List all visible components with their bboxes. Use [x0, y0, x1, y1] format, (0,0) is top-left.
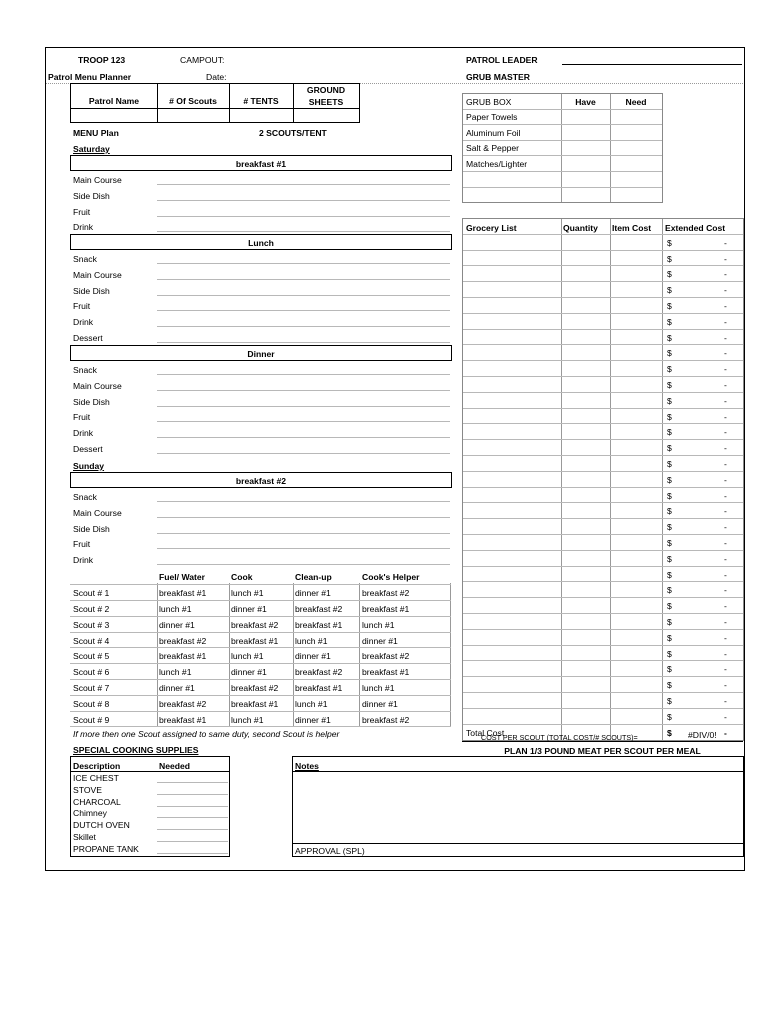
grocery-item-cell[interactable] [463, 519, 560, 533]
saturday-label: Saturday [73, 144, 110, 154]
grub-box-item: Matches/Lighter [466, 158, 528, 169]
grocery-currency: $ [667, 696, 672, 706]
grocery-item-cell[interactable] [463, 345, 560, 359]
grocery-item-cell[interactable] [463, 424, 560, 438]
grocery-extended-value: - [724, 348, 727, 359]
roster-duty-cell: lunch #1 [231, 651, 264, 662]
supply-item: STOVE [73, 784, 102, 795]
roster-duty-cell: breakfast #1 [159, 588, 207, 598]
roster-col-header: Cook [231, 572, 253, 582]
menu-item-label: Fruit [73, 206, 91, 217]
patrol-leader-line[interactable] [562, 64, 742, 65]
grocery-currency: $ [667, 395, 672, 406]
roster-scout-label: Scout # 7 [73, 683, 110, 694]
roster-duty-cell: breakfast #1 [231, 698, 279, 709]
roster-duty-cell: lunch #1 [159, 667, 192, 678]
grocery-currency: $ [667, 427, 672, 438]
grocery-item-cell[interactable] [463, 409, 560, 423]
grocery-extended-value: - [724, 459, 727, 469]
supply-item: PROPANE TANK [73, 843, 139, 854]
menu-item-entry[interactable] [157, 548, 450, 549]
grocery-extended-value: - [724, 332, 727, 343]
total-currency: $ [667, 727, 672, 738]
menu-item-label: Side Dish [73, 523, 110, 534]
grocery-extended-value: - [724, 632, 727, 643]
menu-item-entry[interactable] [157, 184, 450, 185]
menu-item-entry[interactable] [157, 231, 450, 232]
grocery-currency: $ [667, 443, 672, 454]
grocery-extended-value: - [724, 696, 727, 706]
grocery-extended-value: - [724, 522, 727, 533]
grocery-currency: $ [667, 348, 672, 359]
roster-scout-label: Scout # 2 [73, 603, 110, 614]
roster-duty-cell: breakfast #2 [159, 698, 207, 709]
menu-item-entry[interactable] [157, 263, 450, 264]
grub-box-item: Salt & Pepper [466, 143, 520, 154]
roster-duty-cell: breakfast #1 [295, 619, 343, 630]
supply-item: DUTCH OVEN [73, 820, 130, 831]
grocery-header-extended-cost: Extended Cost [665, 223, 726, 233]
roster-duty-cell: dinner #1 [159, 619, 195, 630]
grocery-extended-value: - [724, 427, 727, 438]
roster-duty-cell: breakfast #2 [159, 635, 207, 646]
grocery-item-cell[interactable] [463, 567, 560, 581]
supplies-title: SPECIAL COOKING SUPPLIES [73, 745, 199, 755]
supply-item: CHARCOAL [73, 796, 121, 807]
grocery-item-cell[interactable] [463, 661, 560, 675]
grocery-currency: $ [667, 538, 672, 548]
roster-scout-label: Scout # 5 [73, 651, 110, 662]
supply-item: ICE CHEST [73, 773, 119, 783]
grocery-item-cell[interactable] [463, 314, 560, 328]
supply-needed-entry[interactable] [157, 782, 228, 783]
grocery-currency: $ [667, 648, 672, 659]
grocery-item-cell[interactable] [463, 393, 560, 407]
menu-item-label: Drink [73, 222, 94, 233]
grocery-extended-value: - [724, 711, 727, 722]
grocery-extended-value: - [724, 364, 727, 375]
roster-scout-label: Scout # 8 [73, 698, 110, 709]
notes-label: Notes [295, 761, 319, 771]
patrol-name-cell[interactable] [72, 110, 156, 121]
grub-master-label: GRUB MASTER [466, 72, 530, 82]
grocery-extended-value: - [724, 648, 727, 659]
menu-item-entry[interactable] [157, 390, 450, 391]
grocery-header-item-cost: Item Cost [612, 223, 652, 233]
roster-duty-cell: lunch #1 [295, 698, 328, 709]
grocery-currency: $ [667, 332, 672, 343]
menu-item-label: Snack [73, 492, 97, 502]
grub-box-item: Aluminum Foil [466, 127, 521, 138]
menu-item-entry[interactable] [157, 216, 450, 217]
supply-item: Skillet [73, 832, 96, 842]
grocery-extended-value: - [724, 664, 727, 675]
meat-note: PLAN 1/3 POUND MEAT PER SCOUT PER MEAL [504, 746, 701, 756]
grocery-item-cell[interactable] [463, 235, 560, 249]
grocery-extended-value: - [724, 316, 727, 327]
roster-scout-label: Scout # 9 [73, 714, 110, 725]
grocery-currency: $ [667, 285, 672, 296]
roster-duty-cell: breakfast #1 [295, 683, 343, 694]
menu-item-label: Side Dish [73, 285, 110, 296]
grocery-extended-value: - [724, 474, 727, 485]
roster-duty-cell: lunch #1 [362, 619, 395, 630]
grub-have-header: Have [575, 97, 596, 107]
roster-duty-cell: dinner #1 [362, 698, 398, 709]
grocery-item-cell[interactable] [463, 693, 560, 707]
roster-duty-cell: lunch #1 [231, 714, 264, 725]
roster-duty-cell: dinner #1 [295, 714, 331, 725]
grocery-currency: $ [667, 490, 672, 501]
roster-duty-cell: dinner #1 [231, 603, 267, 614]
roster-duty-cell: breakfast #1 [159, 651, 207, 662]
meal-title: Dinner [247, 349, 275, 359]
grocery-item-cell[interactable] [463, 377, 560, 391]
helper-note: If more then one Scout assigned to same duty, second Scout is helper [73, 729, 340, 739]
total-cost-value: - [724, 727, 727, 738]
grocery-extended-value: - [724, 253, 727, 264]
grocery-currency: $ [667, 253, 672, 264]
grocery-item-cell[interactable] [463, 472, 560, 486]
scouts-per-tent: 2 SCOUTS/TENT [259, 128, 327, 138]
grocery-extended-value: - [724, 301, 727, 311]
menu-item-entry[interactable] [157, 200, 450, 201]
supply-needed-entry[interactable] [157, 817, 228, 818]
roster-duty-cell: breakfast #1 [231, 635, 279, 646]
menu-item-label: Side Dish [73, 190, 110, 201]
supply-needed-entry[interactable] [157, 794, 228, 795]
grocery-currency: $ [667, 474, 672, 485]
roster-duty-cell: dinner #1 [159, 683, 195, 694]
grocery-item-cell[interactable] [463, 630, 560, 644]
roster-duty-cell: breakfast #2 [295, 603, 343, 614]
grocery-currency: $ [667, 711, 672, 722]
roster-duty-cell: dinner #1 [362, 635, 398, 646]
grocery-currency: $ [667, 664, 672, 675]
supply-needed-entry[interactable] [157, 806, 228, 807]
num-scouts-header: # Of Scouts [169, 96, 217, 106]
grocery-item-cell[interactable] [463, 582, 560, 596]
approval-field[interactable] [370, 845, 742, 855]
roster-duty-cell: breakfast #2 [362, 651, 410, 662]
menu-item-entry[interactable] [157, 406, 450, 407]
supplies-needed-header: Needed [159, 761, 191, 771]
menu-item-entry[interactable] [157, 279, 450, 280]
roster-duty-cell: lunch #1 [362, 683, 395, 694]
grocery-item-cell[interactable] [463, 535, 560, 549]
grocery-currency: $ [667, 617, 672, 627]
roster-duty-cell: breakfast #2 [231, 683, 279, 694]
grocery-item-cell[interactable] [463, 282, 560, 296]
roster-duty-cell: breakfast #2 [362, 588, 410, 598]
menu-item-label: Snack [73, 254, 97, 264]
grocery-currency: $ [667, 680, 672, 691]
patrol-leader-label: PATROL LEADER [466, 55, 538, 65]
grocery-currency: $ [667, 316, 672, 327]
grub-box-item: Paper Towels [466, 112, 518, 122]
grocery-item-cell[interactable] [463, 503, 560, 517]
total-cost-label: Total Cost [466, 727, 505, 738]
supplies-desc-header: Description [73, 761, 121, 771]
date-label: Date: [206, 72, 227, 82]
grocery-item-cell[interactable] [463, 251, 560, 265]
grocery-extended-value: - [724, 617, 727, 627]
menu-item-entry[interactable] [157, 517, 450, 518]
grocery-extended-value: - [724, 585, 727, 596]
grocery-extended-value: - [724, 269, 727, 280]
ground-sheets-header: GROUND SHEETS [306, 85, 346, 107]
grocery-item-cell[interactable] [463, 456, 560, 470]
grocery-extended-value: - [724, 680, 727, 691]
menu-item-entry[interactable] [157, 342, 450, 343]
roster-duty-cell: breakfast #2 [295, 667, 343, 678]
grocery-header-quantity: Quantity [563, 223, 598, 233]
patrol-name-header: Patrol Name [88, 96, 140, 106]
grocery-currency: $ [667, 632, 672, 643]
menu-item-entry[interactable] [157, 453, 450, 454]
grocery-extended-value: - [724, 285, 727, 296]
grocery-currency: $ [667, 522, 672, 533]
grocery-item-cell[interactable] [463, 646, 560, 660]
roster-duty-cell: lunch #1 [159, 603, 192, 614]
roster-duty-cell: breakfast #2 [362, 714, 410, 725]
grocery-item-cell[interactable] [463, 709, 560, 723]
meal-title: breakfast #2 [235, 476, 287, 486]
menu-item-entry[interactable] [157, 421, 450, 422]
num-tents-cell[interactable] [230, 110, 292, 121]
grocery-item-cell[interactable] [463, 440, 560, 454]
grocery-extended-value: - [724, 553, 727, 564]
grocery-item-cell[interactable] [463, 298, 560, 312]
roster-duty-cell: dinner #1 [295, 588, 331, 598]
grocery-item-cell[interactable] [463, 330, 560, 344]
roster-duty-cell: breakfast #1 [159, 714, 207, 725]
grocery-extended-value: - [724, 395, 727, 406]
roster-duty-cell: lunch #1 [231, 588, 264, 598]
menu-item-label: Main Course [73, 380, 122, 391]
menu-item-entry[interactable] [157, 437, 450, 438]
roster-col-header: Fuel/ Water [159, 572, 205, 582]
grocery-currency: $ [667, 459, 672, 469]
roster-duty-cell: lunch #1 [295, 635, 328, 646]
supply-needed-entry[interactable] [157, 853, 228, 854]
grocery-item-cell[interactable] [463, 266, 560, 280]
grocery-extended-value: - [724, 237, 727, 248]
roster-col-header: Clean-up [295, 572, 332, 582]
meal-title: Lunch [248, 238, 274, 248]
grocery-currency: $ [667, 364, 672, 375]
grub-box-header: GRUB BOX [466, 97, 512, 107]
menu-item-label: Drink [73, 555, 94, 566]
grocery-item-cell[interactable] [463, 361, 560, 375]
supply-needed-entry[interactable] [157, 841, 228, 842]
grocery-item-cell[interactable] [463, 614, 560, 628]
meal-title: breakfast #1 [235, 159, 287, 169]
grocery-item-cell[interactable] [463, 677, 560, 691]
roster-duty-cell: breakfast #1 [362, 667, 410, 678]
grocery-currency: $ [667, 411, 672, 422]
supply-needed-entry[interactable] [157, 829, 228, 830]
grocery-currency: $ [667, 237, 672, 248]
roster-scout-label: Scout # 1 [73, 588, 110, 598]
approval-label: APPROVAL (SPL) [295, 846, 365, 856]
menu-plan-label: MENU Plan [73, 128, 119, 138]
menu-item-entry[interactable] [157, 326, 450, 327]
menu-item-label: Fruit [73, 412, 91, 423]
num-scouts-cell[interactable] [158, 110, 228, 121]
roster-duty-cell: dinner #1 [295, 651, 331, 662]
grocery-extended-value: - [724, 490, 727, 501]
menu-item-label: Main Course [73, 507, 122, 518]
menu-item-label: Fruit [73, 301, 91, 312]
planner-title: Patrol Menu Planner [48, 72, 132, 82]
menu-item-label: Drink [73, 317, 94, 328]
grocery-currency: $ [667, 380, 672, 390]
menu-item-label: Drink [73, 428, 94, 439]
grocery-currency: $ [667, 553, 672, 564]
grocery-item-cell[interactable] [463, 551, 560, 565]
grocery-item-cell[interactable] [463, 488, 560, 502]
grocery-item-cell[interactable] [463, 598, 560, 612]
roster-col-header: Cook's Helper [362, 572, 420, 582]
cost-per-scout-value: #DIV/0! [688, 730, 717, 740]
menu-item-entry[interactable] [157, 533, 450, 534]
grocery-currency: $ [667, 506, 672, 517]
grocery-extended-value: - [724, 380, 727, 390]
menu-item-entry[interactable] [157, 310, 450, 311]
grocery-extended-value: - [724, 443, 727, 454]
grocery-extended-value: - [724, 538, 727, 548]
roster-scout-label: Scout # 6 [73, 667, 110, 678]
campout-label: CAMPOUT: [180, 55, 225, 65]
ground-sheets-cell[interactable] [294, 110, 357, 121]
menu-item-entry[interactable] [157, 374, 450, 375]
roster-duty-cell: breakfast #1 [362, 603, 410, 614]
menu-item-entry[interactable] [157, 501, 450, 502]
grocery-currency: $ [667, 269, 672, 280]
notes-area[interactable] [294, 773, 742, 842]
menu-item-label: Side Dish [73, 396, 110, 407]
menu-item-label: Dessert [73, 444, 103, 454]
menu-item-label: Snack [73, 365, 97, 375]
grocery-extended-value: - [724, 601, 727, 612]
roster-duty-cell: breakfast #2 [231, 619, 279, 630]
grocery-extended-value: - [724, 411, 727, 422]
grub-need-header: Need [625, 97, 647, 107]
menu-item-label: Main Course [73, 175, 122, 185]
menu-item-entry[interactable] [157, 564, 450, 565]
menu-item-label: Fruit [73, 539, 91, 550]
roster-scout-label: Scout # 4 [73, 635, 110, 646]
grocery-currency: $ [667, 585, 672, 596]
troop-label: TROOP 123 [78, 55, 126, 65]
grocery-extended-value: - [724, 569, 727, 580]
supply-item: Chimney [73, 808, 107, 819]
roster-duty-cell: dinner #1 [231, 667, 267, 678]
roster-scout-label: Scout # 3 [73, 619, 110, 630]
menu-item-entry[interactable] [157, 295, 450, 296]
menu-item-label: Dessert [73, 333, 103, 343]
grocery-extended-value: - [724, 506, 727, 517]
grocery-currency: $ [667, 301, 672, 311]
num-tents-header: # TENTS [243, 96, 279, 106]
grocery-currency: $ [667, 569, 672, 580]
cost-per-scout-label: COST PER SCOUT (TOTAL COST/# SCOUTS)= [481, 733, 638, 742]
menu-item-label: Main Course [73, 269, 122, 280]
sunday-label: Sunday [73, 461, 105, 471]
grocery-header-grocery-list: Grocery List [466, 223, 517, 233]
grocery-currency: $ [667, 601, 672, 612]
